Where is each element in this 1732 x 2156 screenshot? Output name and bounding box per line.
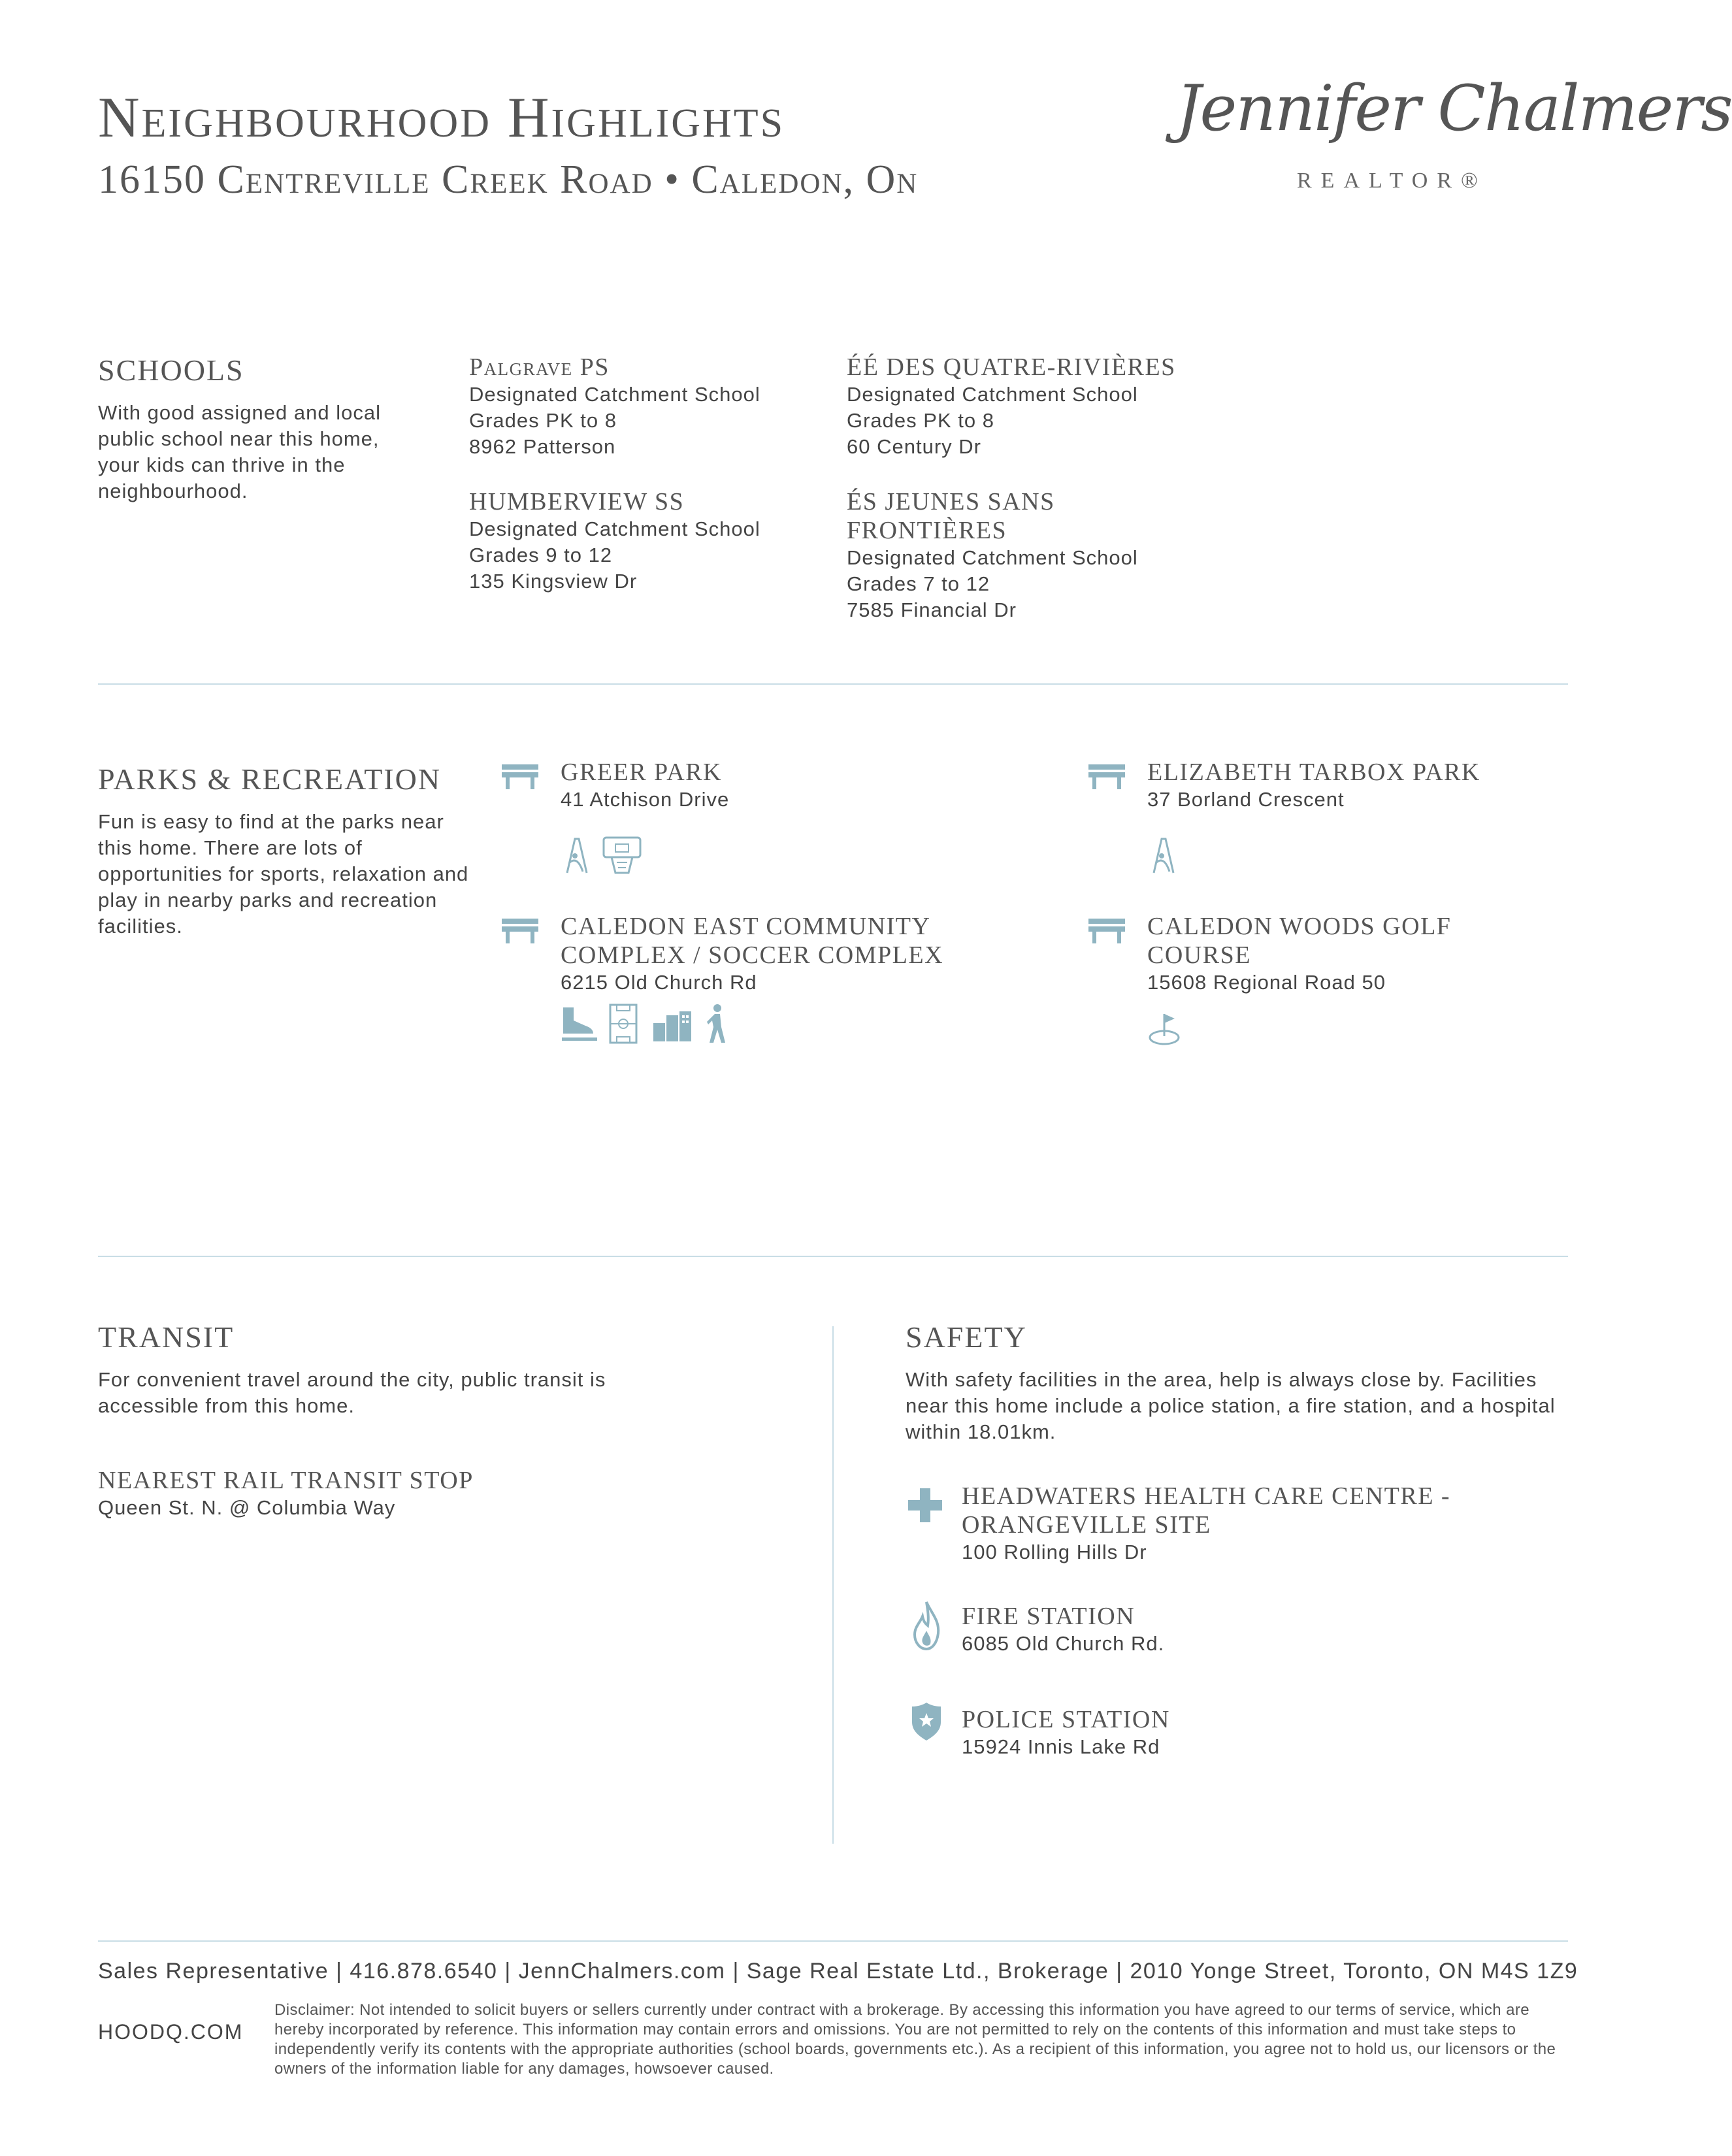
park-address: 37 Borland Crescent	[1147, 788, 1345, 811]
section-divider	[98, 683, 1568, 685]
park-item	[561, 912, 1018, 996]
footer-contact: Sales Representative | 416.878.6540 | JennChalmers.com | Sage Real Estate Ltd., Brokerage | 2010 Yonge Street, Toronto, ON M4S 1Z9	[98, 1959, 1578, 1984]
park-address: 41 Atchison Drive	[561, 788, 730, 811]
park-item	[1147, 912, 1513, 996]
school-type: Designated Catchment School	[469, 383, 760, 406]
school-grades: Grades 7 to 12	[847, 572, 990, 595]
safety-name: HEADWATERS HEALTH CARE CENTRE - ORANGEVILLE SITE	[962, 1482, 1451, 1539]
safety-address: 6085 Old Church Rd.	[962, 1632, 1165, 1655]
park-name: ELIZABETH TARBOX PARK	[1147, 759, 1480, 786]
footer-site-link[interactable]: HOODQ.COM	[98, 2020, 244, 2044]
park-item	[561, 758, 1057, 813]
school-type: Designated Catchment School	[847, 383, 1138, 406]
safety-item	[962, 1705, 1458, 1760]
transit-description: For convenient travel around the city, public transit is accessible from this home.	[98, 1368, 606, 1417]
park-item	[1147, 758, 1565, 813]
safety-item	[962, 1602, 1458, 1657]
safety-description: With safety facilities in the area, help is always close by. Facilities near this home include a police station, a fire station, and a hospital within 18.01km.	[906, 1368, 1556, 1443]
safety-address: 100 Rolling Hills Dr	[962, 1541, 1147, 1563]
safety-name: FIRE STATION	[962, 1603, 1136, 1630]
safety-name: POLICE STATION	[962, 1706, 1170, 1733]
school-name: HUMBERVIEW SS	[469, 488, 685, 515]
school-type: Designated Catchment School	[469, 517, 760, 540]
transit-title: TRANSIT	[98, 1320, 235, 1354]
park-name: GREER PARK	[561, 759, 722, 786]
safety-item	[962, 1482, 1458, 1565]
logo-realtor-label: REALTOR®	[1297, 169, 1487, 193]
playground-slide-icon	[561, 836, 592, 874]
community-building-icon	[652, 1010, 693, 1043]
school-grades: Grades 9 to 12	[469, 544, 613, 566]
medical-cross-icon	[908, 1488, 942, 1522]
police-badge-icon	[912, 1703, 941, 1740]
column-divider	[832, 1326, 834, 1844]
school-item	[469, 353, 822, 460]
trail-walker-icon	[704, 1004, 728, 1044]
soccer-field-icon	[609, 1004, 638, 1044]
school-item	[847, 487, 1138, 623]
flame-icon	[912, 1601, 941, 1650]
schools-description: With good assigned and local public school near this home, your kids can thrive in the neighbourhood.	[98, 401, 381, 502]
school-address: 60 Century Dr	[847, 435, 981, 458]
rail-transit-title: NEAREST RAIL TRANSIT STOP	[98, 1467, 474, 1494]
school-item	[469, 487, 822, 595]
safety-title: SAFETY	[906, 1320, 1027, 1354]
school-address: 8962 Patterson	[469, 435, 616, 458]
page-title: Neighbourhood Highlights	[98, 86, 785, 150]
park-bench-icon	[1087, 916, 1126, 945]
park-bench-icon	[1087, 762, 1126, 791]
basketball-hoop-icon	[601, 836, 643, 874]
schools-title: SCHOOLS	[98, 353, 244, 387]
park-address: 15608 Regional Road 50	[1147, 971, 1386, 994]
rail-transit-stop: Queen St. N. @ Columbia Way	[98, 1496, 396, 1519]
park-address: 6215 Old Church Rd	[561, 971, 757, 994]
section-divider	[98, 1256, 1568, 1257]
school-item	[847, 353, 1213, 460]
realtor-logo	[1176, 72, 1732, 203]
park-bench-icon	[500, 916, 540, 945]
parks-title: PARKS & RECREATION	[98, 762, 442, 796]
park-bench-icon	[500, 762, 540, 791]
footer-disclaimer: Disclaimer: Not intended to solicit buyers or sellers currently under contract with a brokerage. By accessing this information you have agreed to our terms of service, which are hereby incorporated by reference. This information may contain errors and omissions. You are not permitted to rely on the contents of this information and must take steps to independently verify its contents with the appropriate authorities (school boards, governments etc.). As a recipient of this information, you agree not to hold us, our licensors or the owners of the information liable for any damages, howsoever caused.	[274, 2001, 1556, 2078]
school-address: 7585 Financial Dr	[847, 598, 1017, 621]
footer-divider	[98, 1940, 1568, 1942]
playground-slide-icon	[1147, 836, 1179, 874]
safety-address: 15924 Innis Lake Rd	[962, 1735, 1160, 1758]
skate-icon	[559, 1005, 598, 1044]
school-grades: Grades PK to 8	[469, 409, 617, 432]
parks-description: Fun is easy to find at the parks near this home. There are lots of opportunities for sports, relaxation and play in nearby parks and recreation facilities.	[98, 810, 469, 938]
school-grades: Grades PK to 8	[847, 409, 994, 432]
school-type: Designated Catchment School	[847, 546, 1138, 569]
school-name: Palgrave PS	[469, 353, 610, 381]
property-address: 16150 Centreville Creek Road • Caledon, On	[98, 157, 919, 202]
school-address: 135 Kingsview Dr	[469, 570, 638, 593]
school-name: ÉÉ DES QUATRE-RIVIÈRES	[847, 353, 1176, 381]
park-name: CALEDON WOODS GOLF COURSE	[1147, 913, 1452, 969]
park-name: CALEDON EAST COMMUNITY COMPLEX / SOCCER COMPLEX	[561, 913, 944, 969]
logo-signature: Jennifer Chalmers	[1176, 72, 1732, 145]
school-name: ÉS JEUNES SANS FRONTIÈRES	[847, 488, 1055, 544]
golf-flag-icon	[1147, 1011, 1181, 1047]
